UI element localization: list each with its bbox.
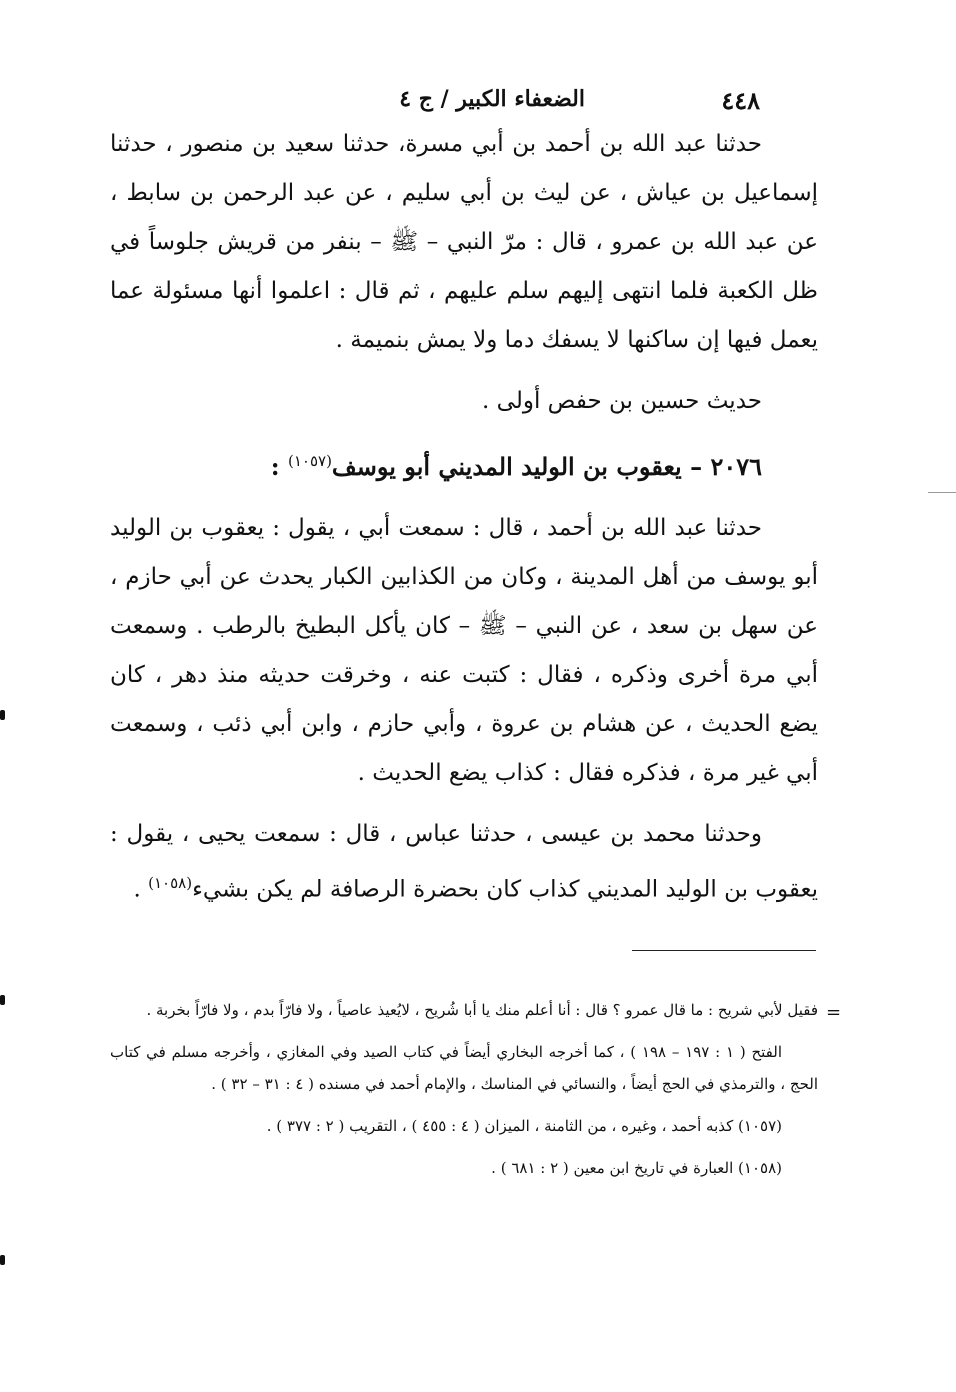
paragraph-entry-body: حدثنا عبد الله بن أحمد ، قال : سمعت أبي ، يقول : يعقوب بن الوليد أبو يوسف من أهل المدينة ، وكان من الكذابين الكبار يحدث عن أبي حازم ، عن سهل بن سعد ، عن النبي – ﷺ – كان يأكل البطيخ بالرطب . وسمعت أبي مرة أخرى وذكره ، فقال : كتبت عنه ، وخرقت حديثه منذ دهر ، كان يضع الحديث ، عن هشام بن عروة ، وأبي حازم ، وابن أبي ذئب ، وسمعت أبي غير مرة ، فذكره فقال : كذاب يضع الحديث . [110,515,818,786]
footnote-ref-1057: (١٠٥٧) [287,452,332,470]
footnote-1057: (١٠٥٧) كذبه أحمد ، وغيره ، من الثامنة ، الميزان ( ٤ : ٤٥٥ ) ، التقريب ( ٢ : ٣٧٧ ) . [266,1117,782,1135]
paragraph-comment: حديث حسين بن حفص أولى . [482,388,762,414]
footnote-divider [632,950,816,951]
footnote-continued-2: الفتح ( ١ : ١٩٧ – ١٩٨ ) ، كما أخرجه البخاري أيضاً في كتاب الصيد وفي المغازي ، وأخرجه مسلم في كتاب الحج ، والترمذي في الحج أيضاً ، والنسائي في المناسك ، والإمام أحمد في مسنده ( ٤ : ٣١ – ٣٢ ) . [110,1043,818,1093]
entry-heading [110,438,818,490]
main-text [110,120,818,927]
footnote-ref-1058: (١٠٥٨) [148,874,193,892]
scan-margin-mark [0,995,5,1005]
scan-margin-mark [0,710,5,720]
page-number: ٤٤٨ [721,86,760,115]
paragraph-entry-second-tail: . [133,876,149,903]
footnotes [110,994,818,1194]
scan-margin-line [928,492,956,493]
scan-margin-mark [0,1255,5,1265]
paragraph-entry-second-text: وحدثنا محمد بن عيسى ، حدثنا عباس ، قال : سمعت يحيى ، يقول : يعقوب بن الوليد المديني كذاب كان بحضرة الرصافة لم يكن بشيء [110,821,818,903]
entry-heading-tail: : [270,452,288,481]
paragraph-hadith-narration: حدثنا عبد الله بن أحمد بن أبي مسرة، حدثنا سعيد بن منصور ، حدثنا إسماعيل بن عياش ، عن ليث بن أبي سليم ، عن عبد الرحمن بن سابط ، عن عبد الله بن عمرو ، قال : مرّ النبي – ﷺ – بنفر من قريش جلوساً في ظل الكعبة فلما انتهى إليهم سلم عليهم ، ثم قال : اعلموا أنها مسئولة عما يعمل فيها إن ساكنها لا يسفك دما ولا يمش بنميمة . [110,131,818,353]
footnote-continued: فقيل لأبي شريح : ما قال عمرو ؟ قال : أنا أعلم منك يا أبا شُريح ، لايُعيذ عاصياً ، ولا فارّاً بدم ، ولا فارّاً بخربة . [146,1001,818,1019]
running-title: الضعفاء الكبير / ج ٤ [399,86,585,112]
paragraph-entry-second [110,810,818,915]
footnote-continuation-mark: = [826,1002,842,1023]
footnote-1058: (١٠٥٨) العبارة في تاريخ ابن معين ( ٢ : ٦٨١ ) . [491,1159,782,1177]
entry-heading-text: ٢٠٧٦ – يعقوب بن الوليد المديني أبو يوسف [331,452,762,481]
